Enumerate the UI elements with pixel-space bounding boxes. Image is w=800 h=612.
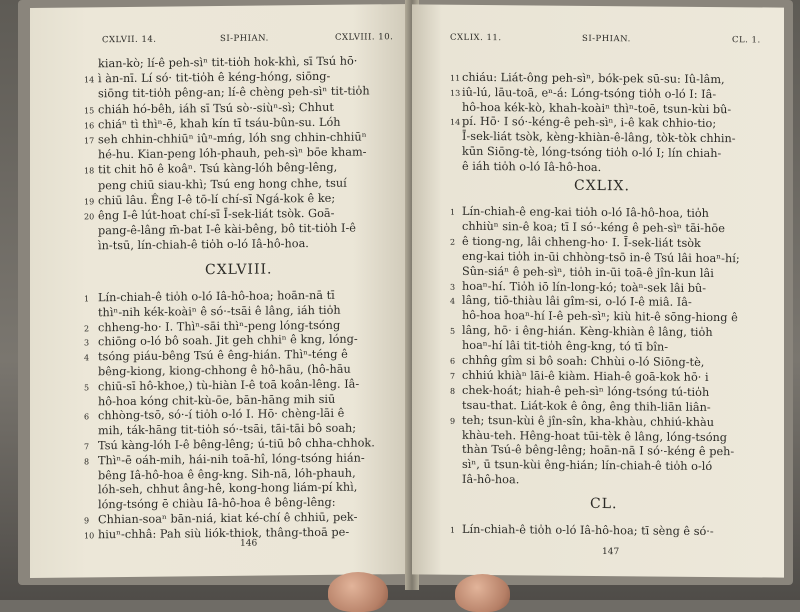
right-header-right: CL. 1. xyxy=(732,35,761,46)
text-line: chek-hoát; hiah-ê peh-sìⁿ lóng-tsóng tú-tio̍h xyxy=(462,383,710,399)
verse-number: 1 xyxy=(450,207,456,217)
verse-number: 3 xyxy=(84,338,90,348)
text-line: chhòng-tsō, só·-í tio̍h o-ló I. Hō· chèng-lāi ê xyxy=(98,407,345,423)
text-line: ì àn-nī. Lí só· tit-tio̍h ê kéng-hóng, siōng- xyxy=(98,70,331,86)
text-line: chiōng o-ló bô soah. Jit geh chhiⁿ ê kng, lóng- xyxy=(98,332,358,349)
right-folio: 147 xyxy=(602,547,620,558)
text-line: hô-hoa hoaⁿ-hí I-ê peh-sìⁿ; kiù hit-ê sōng-hiong ê xyxy=(462,309,738,325)
chapter-heading-cl: CL. xyxy=(590,495,618,513)
verse-number: 4 xyxy=(450,297,456,307)
left-header-right: CXLVIII. 10. xyxy=(335,32,394,43)
text-line: chiáh hó-bêh, iáh sī Tsú sò·-siùⁿ-sì; Chhut xyxy=(98,100,334,116)
text-line: teh; tsun-kùi ê jîn-sîn, kha-khàu, chhiú-khàu xyxy=(462,413,714,429)
left-page xyxy=(30,4,410,578)
text-line: Lín-chiah-ê tio̍h o-ló Iâ-hô-hoa; hoān-nā tī xyxy=(98,288,335,305)
text-line: chhn̂g gîm si bô soah: Chhùi o-ló Siōng-tè, xyxy=(462,353,705,369)
verse-number: 13 xyxy=(450,88,461,98)
verse-number: 2 xyxy=(84,323,90,334)
text-line: iû-lú, lāu-toā, eⁿ-á: Lóng-tsóng tio̍h o-ló I: Iâ- xyxy=(462,85,717,101)
verse-number: 6 xyxy=(84,412,90,422)
text-line: tsóng piáu-bêng Tsú ê êng-hián. Thìⁿ-téng ê xyxy=(98,347,348,364)
text-line: seh chhin-chhiūⁿ iûⁿ-mńg, lóh sng chhin-chhiūⁿ xyxy=(98,130,367,147)
text-line: Lín-chiah-ê tio̍h o-ló Iâ-hô-hoa; tī sèng ê só·- xyxy=(462,522,714,539)
text-line: thàn Tsú-ê bêng-lêng; hoān-nā I só·-kéng ê peh- xyxy=(462,443,735,459)
text-line: chhiùⁿ sin-ê koa; tī I só·-kéng ê peh-sìⁿ tāi-hōe xyxy=(462,219,725,235)
verse-number: 16 xyxy=(84,121,95,131)
right-header-left: CXLIX. 11. xyxy=(450,32,502,44)
text-line: Ī-sek-liát tsòk, kèng-khiàn-ê-lâng, tòk-tòk chhin- xyxy=(462,130,736,146)
text-line: siōng tit-tio̍h pêng-an; lí-ê chèng peh-sìⁿ tit-tio̍h xyxy=(98,84,370,101)
text-line: chiū-sī hô-khoe,) tù-hiàn I-ê toā koân-lêng. Iâ- xyxy=(98,377,360,394)
verse-number: 9 xyxy=(450,416,456,426)
thumb-left xyxy=(328,572,388,612)
verse-number: 14 xyxy=(450,118,461,128)
text-line: hô-hoa kék-kò, khah-koàiⁿ thìⁿ-toē, tsun-kùi bû- xyxy=(462,100,732,116)
verse-number: 11 xyxy=(450,73,461,83)
text-line: lâng, tiō-thiàu lâi gîm-si, o-ló I-ê miâ. Iâ- xyxy=(462,294,692,310)
text-line: lâng, hō· i êng-hián. Kèng-khiàn ê lâng, tio̍h xyxy=(462,324,713,340)
verse-number: 2 xyxy=(450,237,456,247)
verse-number: 1 xyxy=(84,294,90,304)
text-line: kūn Siōng-tè, lóng-tsóng tio̍h o-ló I; lín chiah- xyxy=(462,144,722,161)
text-line: ê iáh tio̍h o-ló Iâ-hô-hoa. xyxy=(462,159,602,174)
text-line: Thìⁿ-ē oáh-mih, hái-nih toā-hî, lóng-tsóng hián- xyxy=(98,451,365,468)
verse-number: 15 xyxy=(84,105,95,116)
left-running-header xyxy=(30,32,410,50)
text-line: hoaⁿ-hí. Tio̍h iō lín-long-kó; toàⁿ-sek lâi bû- xyxy=(462,279,707,295)
text-line: ìn-tsū, lín-chiah-ê tio̍h o-ló Iâ-hô-hoa. xyxy=(98,237,309,253)
text-line: khàu-teh. Hêng-hoat tūi-tèk ê lâng, lóng-tsóng xyxy=(462,428,728,444)
left-header-left: CXLVII. 14. xyxy=(102,34,157,46)
text-line: mih, ták-hāng tit-tio̍h só·-tsāi, tāi-tāi bô soah; xyxy=(98,421,357,438)
text-line: ê tiong-ng, lâi chheng-ho· I. Ī-sek-liát tsòk xyxy=(462,234,701,250)
text-line: thìⁿ-nih kék-koàiⁿ ê só·-tsāi ê lâng, iáh tio̍h xyxy=(98,303,341,320)
text-line: tsau-that. Liát-kok ê ông, êng thih-liān liân- xyxy=(462,398,711,414)
left-text-block-bottom xyxy=(30,288,410,542)
text-line: kian-kò; lí-ê peh-sìⁿ tit-tio̍h hok-khì, sī Tsú hō· xyxy=(98,54,358,71)
verse-number: 17 xyxy=(84,136,95,146)
text-line: bêng Iâ-hô-hoa ê êng-kng. Sih-nā, lóh-phauh, xyxy=(98,466,356,482)
text-line: chhiú khiàⁿ lāi-ê kiàm. Hiah-ê goā-kok hō· i xyxy=(462,368,709,384)
text-line: peng chiū siau-khì; Tsú eng hong chhe, tsuí xyxy=(98,176,347,192)
chapter-heading-cxlviii: CXLVIII. xyxy=(205,261,273,279)
text-line: chheng-ho· I. Thìⁿ-sāi thìⁿ-peng lóng-tsóng xyxy=(98,318,341,334)
text-line: sìⁿ, ū tsun-kùi êng-hián; lín-chiah-ê tio̍h o-ló xyxy=(462,458,713,474)
right-header-center: SI-PHIAN. xyxy=(582,33,631,45)
verse-number: 5 xyxy=(84,383,90,393)
left-folio: 146 xyxy=(240,538,258,549)
verse-number: 7 xyxy=(84,442,90,452)
text-line: hô-hoa kóng chit-kù-ōe, bān-hāng mih siū xyxy=(98,392,336,408)
text-line: Tsú kàng-lóh I-ê bêng-lêng; ú-tiū bô chha-chhok. xyxy=(98,436,375,453)
text-line: lóh-seh, chhut âng-hê, kong-hong liám-pí khì, xyxy=(98,480,358,497)
text-line: Sûn-siáⁿ ê peh-sìⁿ, tio̍h in-ūi toā-ê jîn-kun lâi xyxy=(462,264,714,280)
verse-number: 8 xyxy=(450,386,456,396)
left-header-center: SI-PHIAN. xyxy=(220,33,269,44)
text-line: chiū lâu. Êng I-ê tō-lí chí-sī Ngá-kok ê ke; xyxy=(98,191,336,208)
thumb-right xyxy=(455,574,510,612)
right-text-block-bottom xyxy=(412,522,784,539)
right-text-block-top xyxy=(412,70,784,174)
right-text-block-mid xyxy=(412,204,784,487)
verse-number: 7 xyxy=(450,371,456,381)
verse-number: 20 xyxy=(84,212,95,222)
text-line: pí. Hō· I só·-kéng-ê peh-sìⁿ, i-ê kak chhio-tio; xyxy=(462,115,717,131)
verse-number: 6 xyxy=(450,356,456,366)
chapter-heading-cxlix: CXLIX. xyxy=(574,177,630,195)
text-line: hoaⁿ-hí lâi tit-tio̍h êng-kng, tó tī bîn- xyxy=(462,338,669,354)
text-line: tit chit hō ê koâⁿ. Tsú kàng-lóh bêng-lêng, xyxy=(98,161,338,177)
verse-number: 9 xyxy=(84,516,90,526)
verse-number: 5 xyxy=(450,326,456,336)
text-line: Lín-chiah-ê eng-kai tio̍h o-ló Iâ-hô-hoa, tio̍h xyxy=(462,204,709,220)
right-page xyxy=(412,4,784,577)
right-running-header xyxy=(412,32,784,49)
text-line: Iâ-hô-hoa. xyxy=(462,473,520,487)
verse-number: 4 xyxy=(84,353,90,363)
text-line: chiáu: Liát-ông peh-sìⁿ, bók-pek sū-su: Iû-lâm, xyxy=(462,70,725,87)
verse-number: 14 xyxy=(84,75,95,85)
text-line: eng-kai tio̍h in-ūi chhòng-tsō in-ê Tsú lâi hoaⁿ-hí; xyxy=(462,249,740,265)
left-text-block-top xyxy=(30,54,410,253)
verse-number: 8 xyxy=(84,457,90,467)
text-line: Chhian-soaⁿ bān-niá, kiat ké-chí ê chhiū, pek- xyxy=(98,510,358,527)
verse-number: 19 xyxy=(84,197,95,207)
verse-number: 1 xyxy=(450,525,456,535)
verse-number: 3 xyxy=(450,282,456,292)
text-line: lóng-tsóng ē chiàu Iâ-hô-hoa ê bêng-lêng: xyxy=(98,495,336,512)
verse-number: 10 xyxy=(84,531,95,541)
text-line: chiáⁿ tì thìⁿ-ē, khah kín tī tsáu-bûn-su. Lóh xyxy=(98,115,341,132)
text-line: hé-hu. Kian-peng lóh-phauh, peh-sìⁿ bōe kham- xyxy=(98,145,367,162)
text-line: hiuⁿ-chhâ: Pah siù liók-thiok, thâng-thoā pe- xyxy=(98,525,350,542)
text-line: êng I-ê lút-hoat chí-sī Ī-sek-liát tsòk. Goā- xyxy=(98,206,335,223)
text-line: pang-ê-lâng m̄-bat I-ê kài-bêng, bô tit-tio̍h I-ê xyxy=(98,221,356,238)
text-line: bêng-kiong, kiong-chhong ê hô-hāu, (hô-hāu xyxy=(98,362,351,379)
verse-number: 18 xyxy=(84,166,95,176)
